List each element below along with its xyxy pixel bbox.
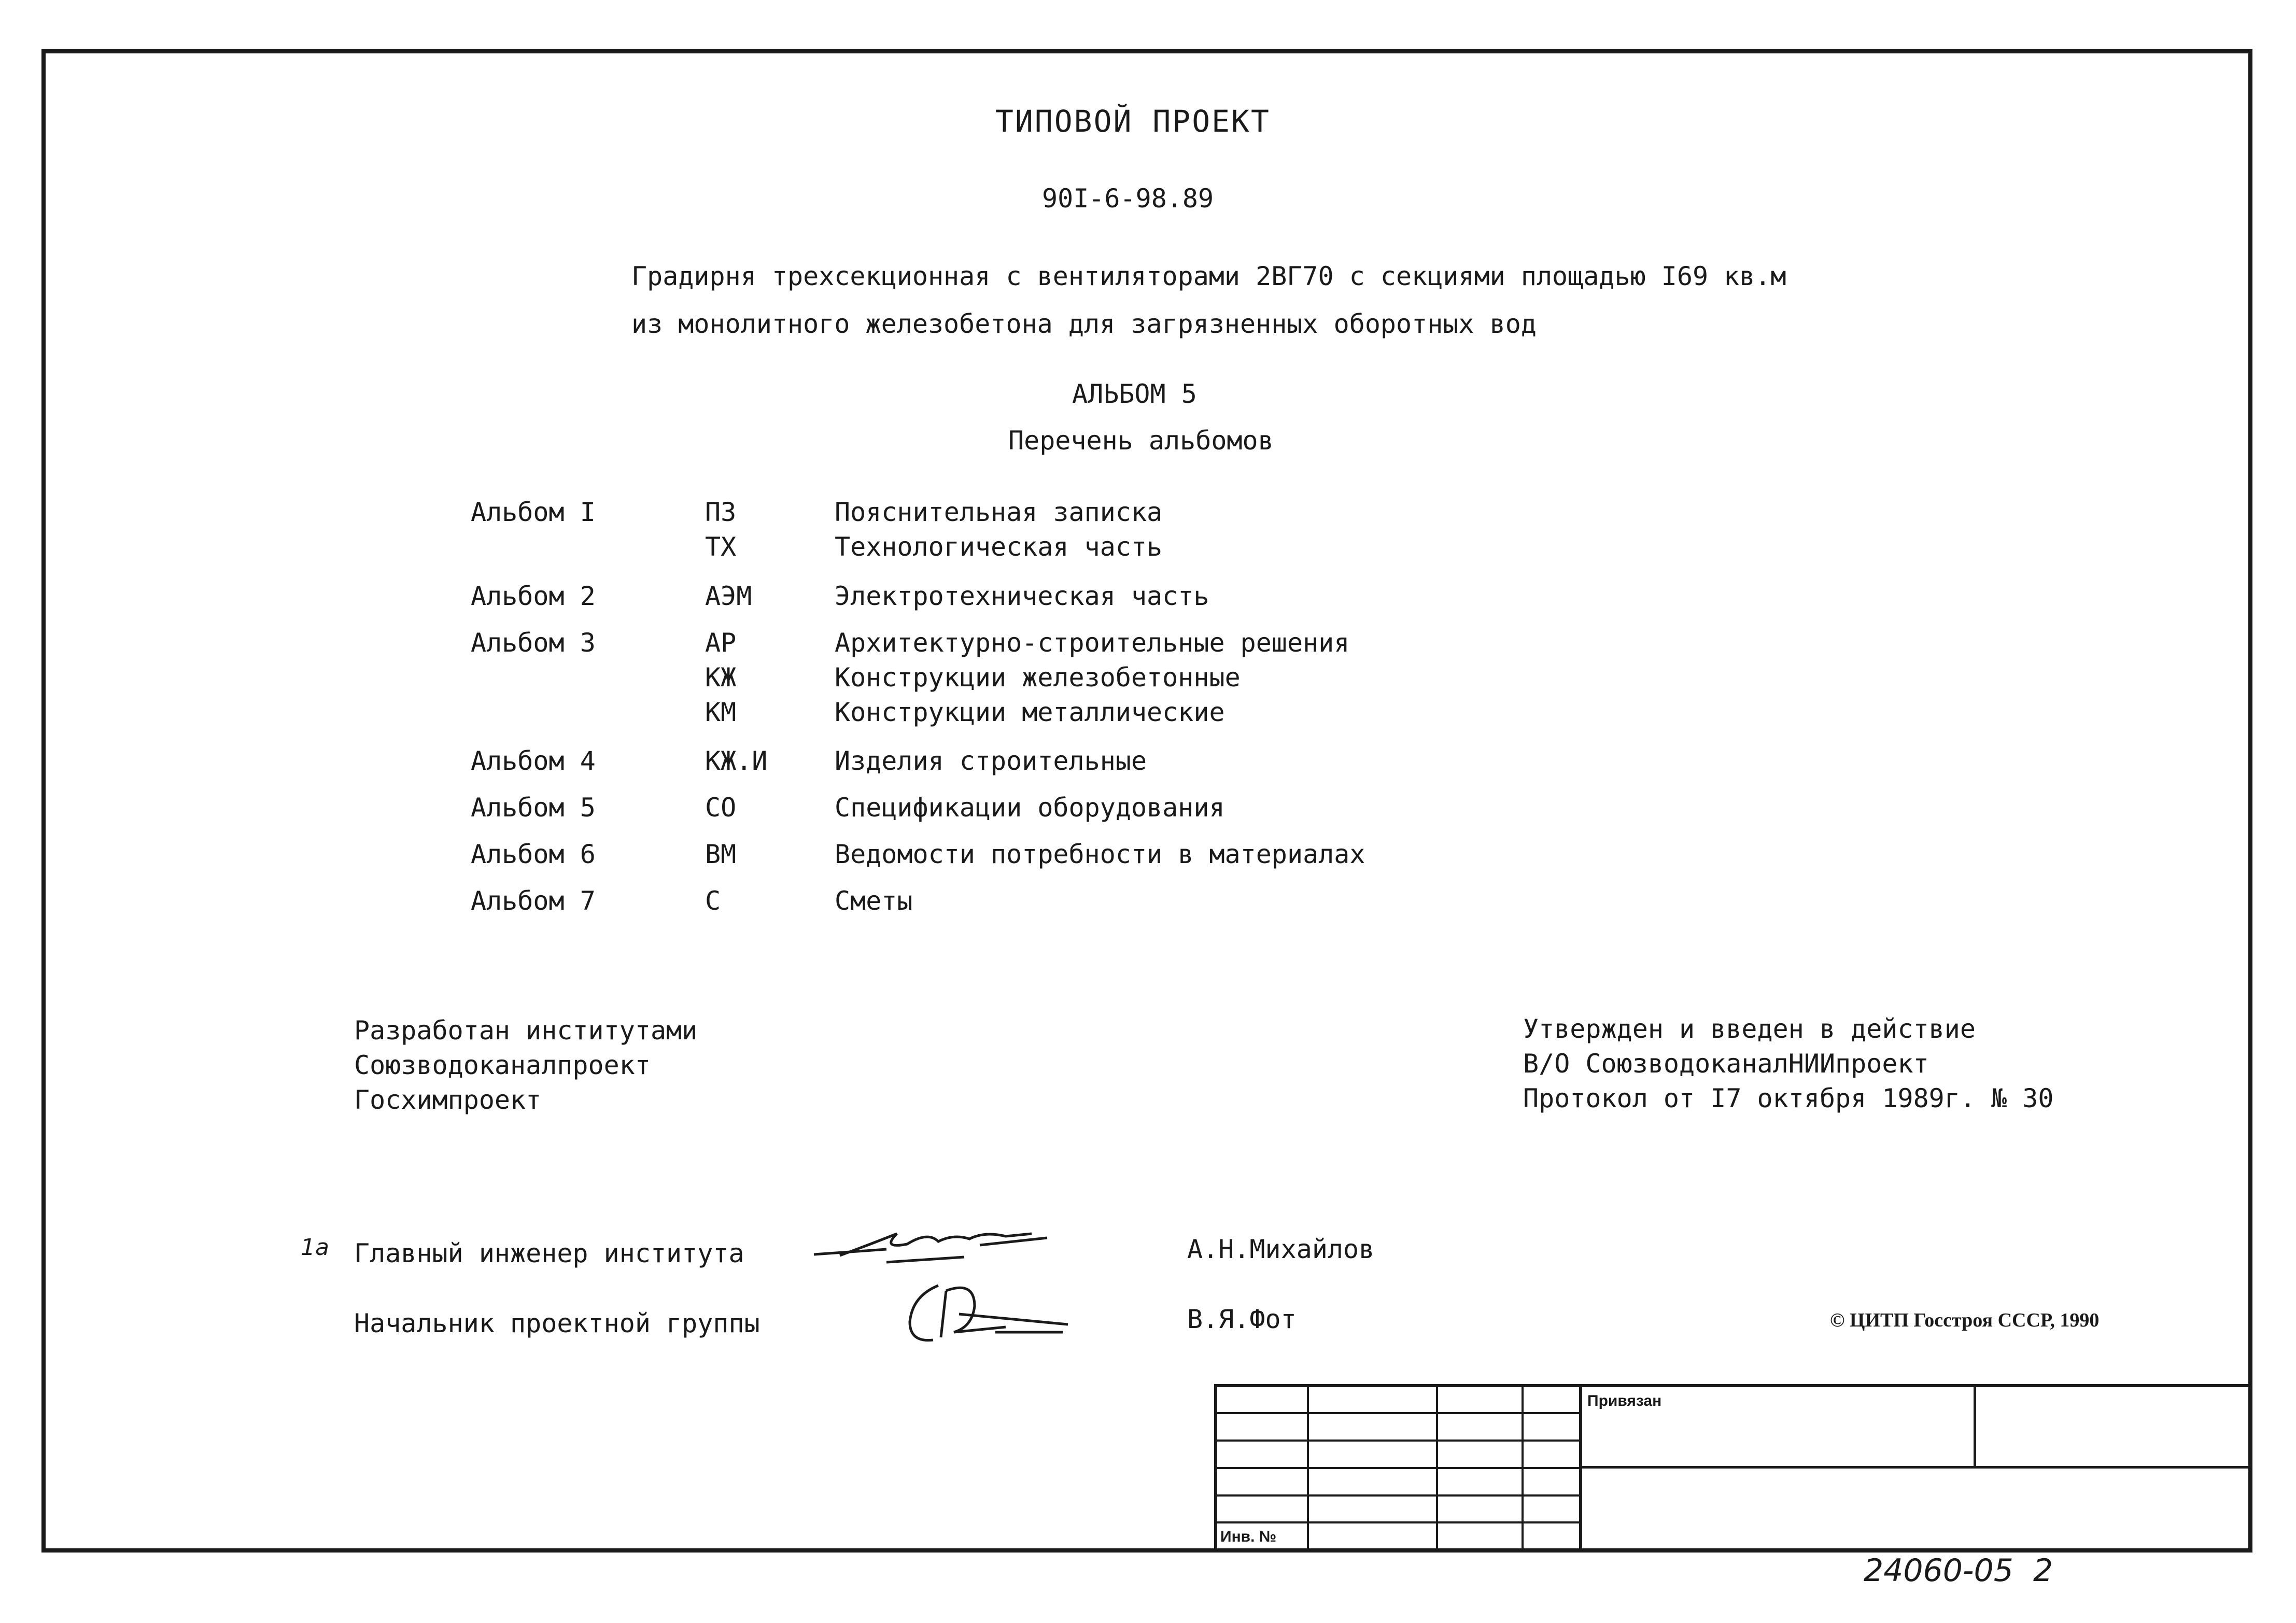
album-desc: Технологическая часть xyxy=(835,532,1163,562)
album-name: Альбом 5 xyxy=(471,793,596,823)
album-code: ТХ xyxy=(705,532,737,562)
group-head-signature xyxy=(902,1275,1073,1353)
album-name: Альбом 3 xyxy=(471,628,596,658)
bound-label: Привязан xyxy=(1587,1392,1662,1409)
chief-engineer-role: Главный инженер института xyxy=(354,1238,744,1268)
sheet-number: 24060-05 2 xyxy=(1864,1553,2053,1589)
album-code: ВМ xyxy=(705,839,737,869)
album-code: С xyxy=(705,886,721,916)
album-name: Альбом 4 xyxy=(471,746,596,776)
album-number: АЛЬБОМ 5 xyxy=(1072,379,1197,409)
title-block-stamp xyxy=(1214,1384,2252,1553)
album-code: ПЗ xyxy=(705,497,737,527)
approved-line-3: Протокол от I7 октября 1989г. № 30 xyxy=(1523,1083,2054,1113)
developer-org-2: Госхимпроект xyxy=(354,1085,542,1115)
project-code: 90I-6-98.89 xyxy=(1042,184,1214,214)
chief-engineer-name: А.Н.Михайлов xyxy=(1187,1234,1375,1264)
developed-label: Разработан институтами xyxy=(354,1015,698,1046)
album-desc: Изделия строительные xyxy=(835,746,1147,776)
album-desc: Ведомости потребности в материалах xyxy=(835,839,1365,869)
handwritten-mark: 1а xyxy=(301,1234,329,1261)
description-line-2: из монолитного железобетона для загрязненных оборотных вод xyxy=(631,309,1537,339)
album-name: Альбом 6 xyxy=(471,839,596,869)
album-code: КЖ.И xyxy=(705,746,768,776)
description-line-1: Градирня трехсекционная с вентиляторами 2ВГ70 с секциями площадью I69 кв.м xyxy=(631,261,1786,291)
album-code: АЭМ xyxy=(705,581,752,611)
album-code: СО xyxy=(705,793,737,823)
approved-line-1: Утвержден и введен в действие xyxy=(1523,1014,1976,1044)
developer-org-1: Союзводоканалпроект xyxy=(354,1050,651,1080)
inventory-label: Инв. № xyxy=(1220,1528,1277,1545)
album-name: Альбом 7 xyxy=(471,886,596,916)
list-title: Перечень альбомов xyxy=(1008,426,1274,456)
album-desc: Сметы xyxy=(835,886,913,916)
group-head-role: Начальник проектной группы xyxy=(354,1308,760,1338)
copyright: © ЦИТП Госстроя СССР, 1990 xyxy=(1830,1309,2100,1331)
album-code: КЖ xyxy=(705,662,737,693)
album-desc: Архитектурно-строительные решения xyxy=(835,628,1350,658)
album-name: Альбом I xyxy=(471,497,596,527)
album-name: Альбом 2 xyxy=(471,581,596,611)
album-code: КМ xyxy=(705,697,737,727)
album-code: АР xyxy=(705,628,737,658)
album-desc: Спецификации оборудования xyxy=(835,793,1225,823)
album-desc: Конструкции металлические xyxy=(835,697,1225,727)
group-head-name: В.Я.Фот xyxy=(1187,1304,1297,1334)
album-desc: Пояснительная записка xyxy=(835,497,1163,527)
album-desc: Конструкции железобетонные xyxy=(835,662,1241,693)
project-title: ТИПОВОЙ ПРОЕКТ xyxy=(995,104,1271,139)
chief-engineer-signature xyxy=(809,1213,1052,1270)
album-desc: Электротехническая часть xyxy=(835,581,1209,611)
approved-line-2: В/О СоюзводоканалНИИпроект xyxy=(1523,1049,1929,1079)
